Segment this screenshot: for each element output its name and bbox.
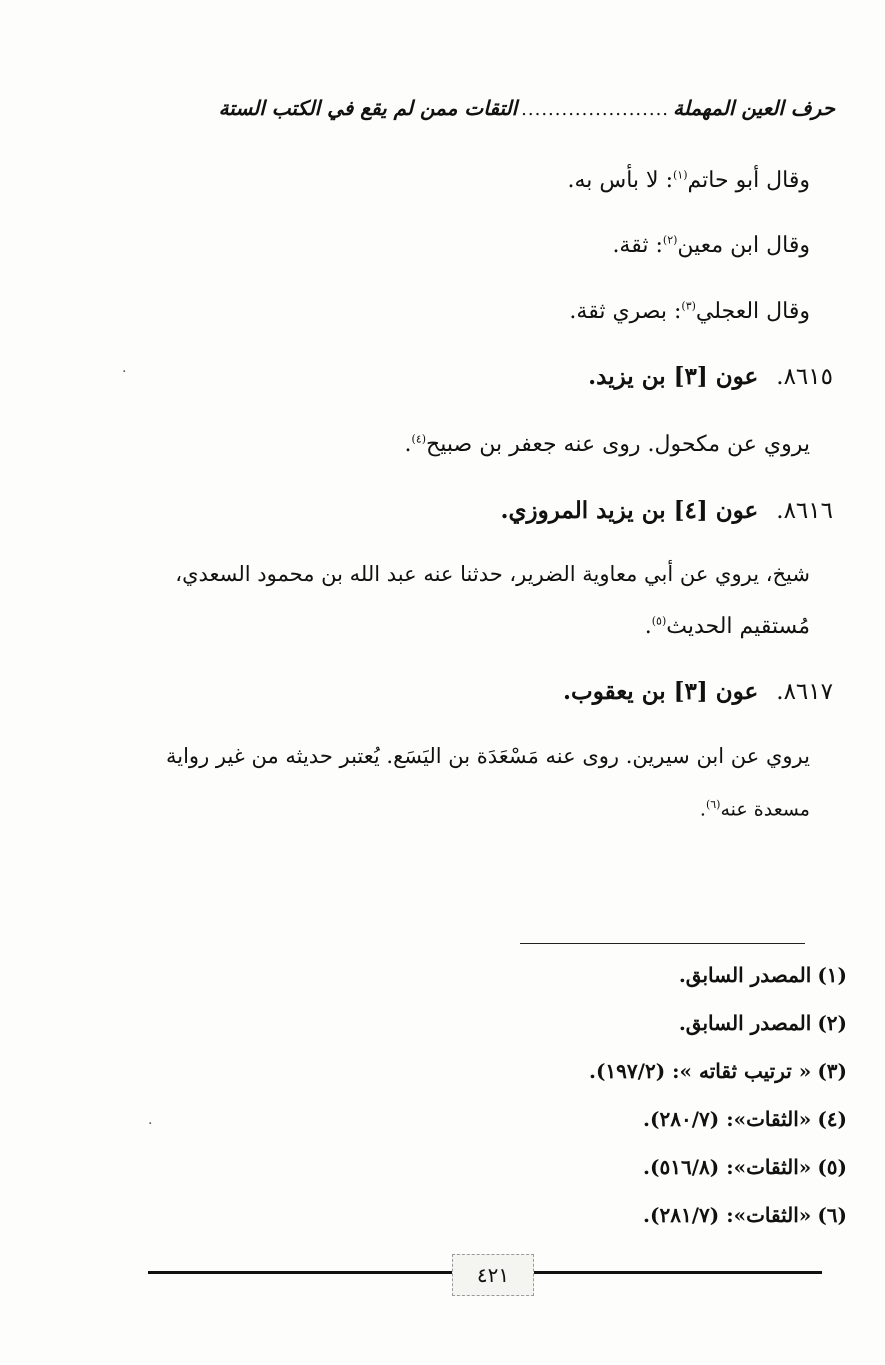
entry-body-8617-line1: يروي عن ابن سيرين. روى عنه مَسْعَدَة بن اليَسَع. يُعتبر حديثه من غير رواية	[165, 744, 810, 768]
entry-body-8616-line1: شيخ، يروي عن أبي معاوية الضرير، حدثنا عنه عبد الله بن محمود السعدي،	[175, 562, 810, 586]
footnote-6: (٦)«الثقات»: (٢٨١/٧).	[643, 1203, 847, 1227]
entry-title: عون [٣] بن يزيد.	[588, 363, 759, 390]
entry-body-8615: يروي عن مكحول. روى عنه جعفر بن صبيح$^{(٤)}$.	[404, 432, 810, 457]
entry-number: ٨٦١٦.	[776, 498, 833, 524]
entry-heading-8615	[150, 363, 833, 390]
footnote-4: (٤)«الثقات»: (٢٨٠/٧).	[643, 1107, 847, 1131]
page-number: ٤٢١	[452, 1254, 534, 1296]
entry-body-8616-line2: مُستقيم الحديث$^{(٥)}$.	[644, 614, 810, 639]
quote-line-2: وقال ابن معين$^{(٢)}$: ثقة.	[612, 233, 810, 258]
footnote-ref: (١)	[673, 168, 688, 182]
footnote-ref: (٥)	[651, 614, 667, 628]
quote-line-3: وقال العجلي$^{(٣)}$: بصري ثقة.	[569, 299, 810, 324]
footnote-ref: (٦)	[705, 798, 721, 811]
scan-speck: .	[148, 1112, 153, 1128]
entry-heading-8616	[150, 497, 833, 524]
entry-number: ٨٦١٥.	[776, 364, 833, 390]
footnote-5: (٥)«الثقات»: (٥١٦/٨).	[643, 1155, 847, 1179]
footer-rule-right	[532, 1271, 822, 1274]
scan-speck: .	[122, 360, 127, 376]
footer-rule-left	[148, 1271, 452, 1274]
footnote-1: (١)المصدر السابق.	[678, 963, 847, 987]
running-header	[150, 96, 835, 120]
entry-title: عون [٣] بن يعقوب.	[563, 678, 759, 705]
footnote-ref: (٣)	[681, 299, 696, 313]
header-book-title: التقات ممن لم يقع في الكتب الستة	[218, 96, 518, 120]
footnote-separator	[520, 943, 805, 944]
entry-body-8617-line2: مسعدة عنه$^{(٦)}$.	[699, 798, 810, 821]
footnote-3: (٣)« ترتيب ثقاته »: (١٩٧/٢).	[588, 1059, 847, 1083]
entry-heading-8617	[150, 678, 833, 705]
entry-title: عون [٤] بن يزيد المروزي.	[500, 497, 759, 524]
footnote-2: (٢)المصدر السابق.	[678, 1011, 847, 1035]
entry-number: ٨٦١٧.	[776, 679, 833, 705]
quote-line-1: وقال أبو حاتم$^{(١)}$: لا بأس به.	[567, 168, 810, 193]
header-dots: ......................	[521, 99, 670, 120]
footnote-ref: (٤)	[411, 432, 427, 446]
footnote-ref: (٢)	[662, 233, 678, 247]
header-chapter: حرف العين المهملة	[673, 96, 835, 120]
